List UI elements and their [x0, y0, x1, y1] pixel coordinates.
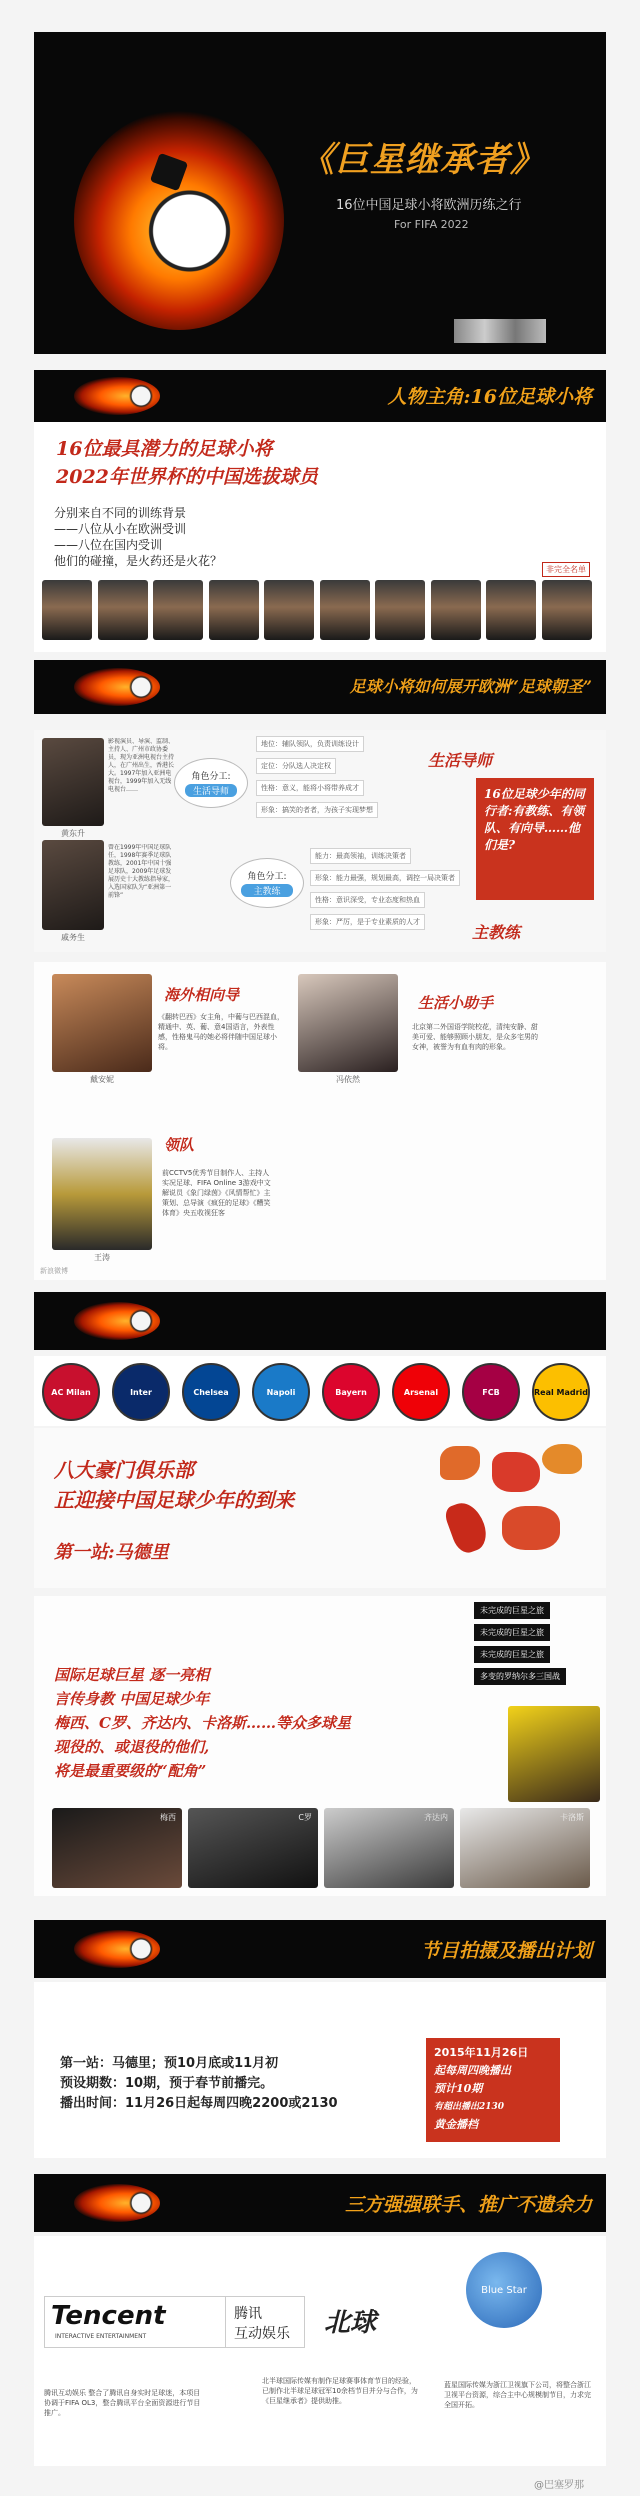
tencent-cn-name: 腾讯 — [234, 2306, 262, 2322]
tencent-tagline: INTERACTIVE ENTERTAINMENT — [55, 2333, 147, 2340]
guide-photo — [52, 974, 152, 1072]
leader-photo — [52, 1138, 152, 1250]
leader-title: 领队 — [164, 1136, 195, 1154]
weibo-watermark: 新浪微博 — [40, 1267, 68, 1275]
helper-name: 冯依然 — [336, 1075, 360, 1084]
schedule-line-1: 第一站：马德里；预10月底或11月初 — [60, 2056, 279, 2071]
star-photo — [52, 1808, 182, 1888]
role1-name: 生活导师 — [185, 784, 237, 797]
callout-prime: 黄金播档 — [434, 2118, 478, 2131]
mentor-desc-2: 曾在1999年中国足球队任，1998年赛季足球队教练，2001年中国十强足球队，2009年足球发展历史十大教练指导家，入选国家队为“亚洲第一前锋” — [108, 844, 174, 899]
stars-line-2: 言传身教 中国足球少年 — [54, 1690, 210, 1708]
beiqiu-desc: 北半球国际传媒有制作足球赛事体育节目的经验，已制作北半球足球冠军10余档节目并分与合作，为《巨星继承者》提供助推。 — [262, 2377, 418, 2405]
club-badges-row — [34, 1356, 606, 1426]
mentors-panel — [34, 730, 606, 952]
stars-line-4: 现役的、或退役的他们, — [54, 1738, 210, 1756]
partial-list-tag: 非完全名单 — [542, 562, 590, 577]
companions-callout — [476, 778, 594, 900]
role-tag: 能力：最高领袖，训练决策者 — [310, 848, 411, 864]
club-badge-icon: Real Madrid — [532, 1363, 590, 1421]
bluestar-desc: 蓝星国际传媒为浙江卫视旗下公司，将整合浙江卫视平台资源，综合主中心规模制节目，力求完全国开拓。 — [444, 2381, 591, 2409]
club-badge-icon: Inter — [112, 1363, 170, 1421]
schedule-callout — [426, 2038, 560, 2142]
stars-line-5: 将是最重要级的“配角” — [54, 1762, 207, 1780]
role-tag: 形象：能力最强，规划最高，调控一局决策者 — [310, 870, 460, 886]
bluestar-wordmark: Blue Star — [481, 2284, 527, 2296]
star-photo — [188, 1808, 318, 1888]
clubs-line-2: 正迎接中国足球少年的到来 — [54, 1488, 294, 1512]
schedule-line-3: 播出时间：11月26日起每周四晚2200或2130 — [60, 2096, 338, 2111]
stars-line-1: 国际足球巨星 逐一亮相 — [54, 1666, 210, 1684]
tencent-wordmark: Tencent — [51, 2301, 166, 2331]
star-tag: 未完成的巨星之旅 — [474, 1646, 550, 1663]
star-photo-caption: 齐达内 — [424, 1813, 448, 1822]
role-tag: 地位：辅队领队，负责训练设计 — [256, 736, 364, 752]
role-tag: 形象：严厉，是于专业素质的人才 — [310, 914, 425, 930]
tencent-cn-ent: 互动娱乐 — [234, 2326, 290, 2342]
section1-banner — [34, 370, 606, 422]
footer-watermark: @巴塞罗那 — [534, 2480, 584, 2491]
clubs-intro — [34, 1428, 606, 1588]
player-photo — [486, 580, 536, 640]
player-photo — [431, 580, 481, 640]
players-desc-4: 他们的碰撞，是火药还是火花？ — [54, 554, 223, 568]
role2-name: 主教练 — [241, 884, 293, 897]
club-badge-icon: AC Milan — [42, 1363, 100, 1421]
player-photo — [98, 580, 148, 640]
section1-banner-title: 人物主角:16位足球小将 — [387, 386, 592, 408]
hero-subtitle: 16位中国足球小将欧洲历练之行 — [336, 198, 522, 213]
role-tag: 形象：搞笑的者者，为孩子实现梦想 — [256, 802, 378, 818]
callout-weekly: 起每周四晚播出 — [434, 2064, 511, 2077]
callout-episodes: 预计10期 — [434, 2082, 483, 2095]
star-photo — [324, 1808, 454, 1888]
callout-time: 有超出播出2130 — [434, 2102, 505, 2112]
clubs-line-1: 八大豪门俱乐部 — [54, 1458, 194, 1482]
fireball-icon — [74, 377, 160, 415]
star-photo-caption: 梅西 — [160, 1813, 176, 1822]
beiqiu-logo: 北球 — [324, 2308, 377, 2338]
helper-desc: 北京第二外国语学院校花，清纯安静、甜美可爱、能够照顾小朋友，是众多宅男的女神，被誉为有血有肉的形象。 — [412, 1023, 538, 1051]
schedule-panel — [34, 1982, 606, 2158]
mentor-name-2: 戚务生 — [61, 933, 85, 942]
flaming-football-image — [74, 110, 284, 330]
guides-panel — [34, 962, 606, 1280]
fireball-icon — [74, 1930, 160, 1968]
role2-circle — [230, 858, 304, 908]
fireball-icon — [74, 668, 160, 706]
hero-banner — [34, 32, 606, 354]
section7-banner — [34, 2174, 606, 2232]
club-badge-icon: Arsenal — [392, 1363, 450, 1421]
star-tag: 未完成的巨星之旅 — [474, 1624, 550, 1641]
role-tag: 性格：意识深受，专业态度和热血 — [310, 892, 425, 908]
bluestar-logo — [466, 2252, 542, 2328]
hero-subtitle-fifa: For FIFA 2022 — [394, 218, 469, 231]
role-tag: 定位：分队选人决定权 — [256, 758, 336, 774]
section6-banner — [34, 1920, 606, 1978]
player-photo — [320, 580, 370, 640]
fireball-icon — [74, 2184, 160, 2222]
star-tag: 未完成的巨星之旅 — [474, 1602, 550, 1619]
section4-banner — [34, 1292, 606, 1350]
guide-name: 戴安妮 — [90, 1075, 114, 1084]
guide-title: 海外相向导 — [164, 986, 240, 1004]
callout-date: 2015年11月26日 — [434, 2046, 529, 2059]
star-tag: 多变的罗纳尔多三国战 — [474, 1668, 566, 1685]
player-photo — [264, 580, 314, 640]
fireball-icon — [74, 1302, 160, 1340]
helper-photo — [298, 974, 398, 1072]
players-desc-3: ——八位在国内受训 — [54, 538, 163, 552]
schedule-line-2: 预设期数：10期，预于春节前播完。 — [60, 2076, 274, 2091]
club-badge-icon: Bayern — [322, 1363, 380, 1421]
section2-banner — [34, 660, 606, 714]
players-headline-1: 16位最具潜力的足球小将 — [56, 438, 273, 460]
hero-title: 《巨星继承者》 — [300, 140, 545, 180]
role1-circle — [174, 758, 248, 808]
companions-callout-text: 16位足球少年的同行者:有教练、有领队、有向导……他们是? — [484, 787, 585, 852]
tencent-desc: 腾讯互动娱乐 整合了腾讯自身实时足球迷，本项目协调于FIFA OL3，整合腾讯平台全面资源进行节目推广。 — [44, 2389, 201, 2417]
player-photo — [542, 580, 592, 640]
mentor-photo-2 — [42, 840, 104, 930]
player-photo — [153, 580, 203, 640]
role1-label: 角色分工: — [191, 772, 231, 782]
star-photo-carlos — [508, 1706, 600, 1802]
europe-map-icon — [422, 1442, 594, 1572]
first-station: 第一站:马德里 — [54, 1542, 169, 1563]
section6-banner-title: 节目拍摄及播出计划 — [420, 1940, 592, 1962]
stars-panel — [34, 1596, 606, 1896]
club-badge-icon: Napoli — [252, 1363, 310, 1421]
leader-desc: 前CCTV5优秀节目制作人、主持人实况足球、FIFA Online 3游戏中文解说员《象门绿茵》《风情帮忙》主策划、总导演《疯狂的足球》《糟笑体育》央五收视狂客 — [162, 1169, 271, 1217]
star-photo-row — [52, 1808, 592, 1888]
mentor-photo-1 — [42, 738, 104, 826]
player-photo — [209, 580, 259, 640]
role2-label: 角色分工: — [247, 872, 287, 882]
guide-desc: 《翻转巴西》女主角，中葡与巴西混血，精通中、英、葡、意4国语言，外表性感，性格鬼马的她必将伴随中国足球小将。 — [158, 1013, 284, 1051]
partners-panel — [34, 2236, 606, 2466]
star-photo-caption: 卡洛斯 — [560, 1813, 584, 1822]
helper-title: 生活小助手 — [418, 994, 494, 1012]
players-desc-1: 分别来自不同的训练背景 — [54, 506, 187, 520]
club-badge-icon: Chelsea — [182, 1363, 240, 1421]
tencent-cn-logo — [224, 2296, 305, 2348]
blurred-logo — [454, 319, 546, 343]
script-life-mentor: 生活导师 — [428, 751, 493, 770]
players-intro — [34, 422, 606, 652]
stars-line-3: 梅西、C罗、齐达内、卡洛斯……等众多球星 — [54, 1714, 351, 1732]
star-photo — [460, 1808, 590, 1888]
players-desc-2: ——八位从小在欧洲受训 — [54, 522, 187, 536]
mentor-name-1: 黄东升 — [61, 829, 85, 838]
section7-banner-title: 三方强强联手、推广不遗余力 — [344, 2194, 592, 2216]
player-photo — [375, 580, 425, 640]
role-tag: 性格：意义，能将小将带养成才 — [256, 780, 364, 796]
tencent-logo — [44, 2296, 226, 2348]
mentor-desc-1: 影视演员、导演、监制、主持人、广州市政协委员，现为亚洲电视台主持人，在广州出生，香港长大。1997年加入亚洲电视台，1999年加入无线电视台…… — [108, 738, 174, 793]
star-photo-caption: C罗 — [298, 1813, 312, 1822]
section2-banner-title: 足球小将如何展开欧洲“足球朝圣” — [349, 677, 592, 696]
players-photo-row — [42, 580, 598, 644]
club-badge-icon: FCB — [462, 1363, 520, 1421]
leader-name: 王涛 — [94, 1253, 110, 1262]
script-coach: 主教练 — [472, 923, 521, 942]
player-photo — [42, 580, 92, 640]
players-headline-2: 2022年世界杯的中国选拔球员 — [56, 466, 318, 488]
